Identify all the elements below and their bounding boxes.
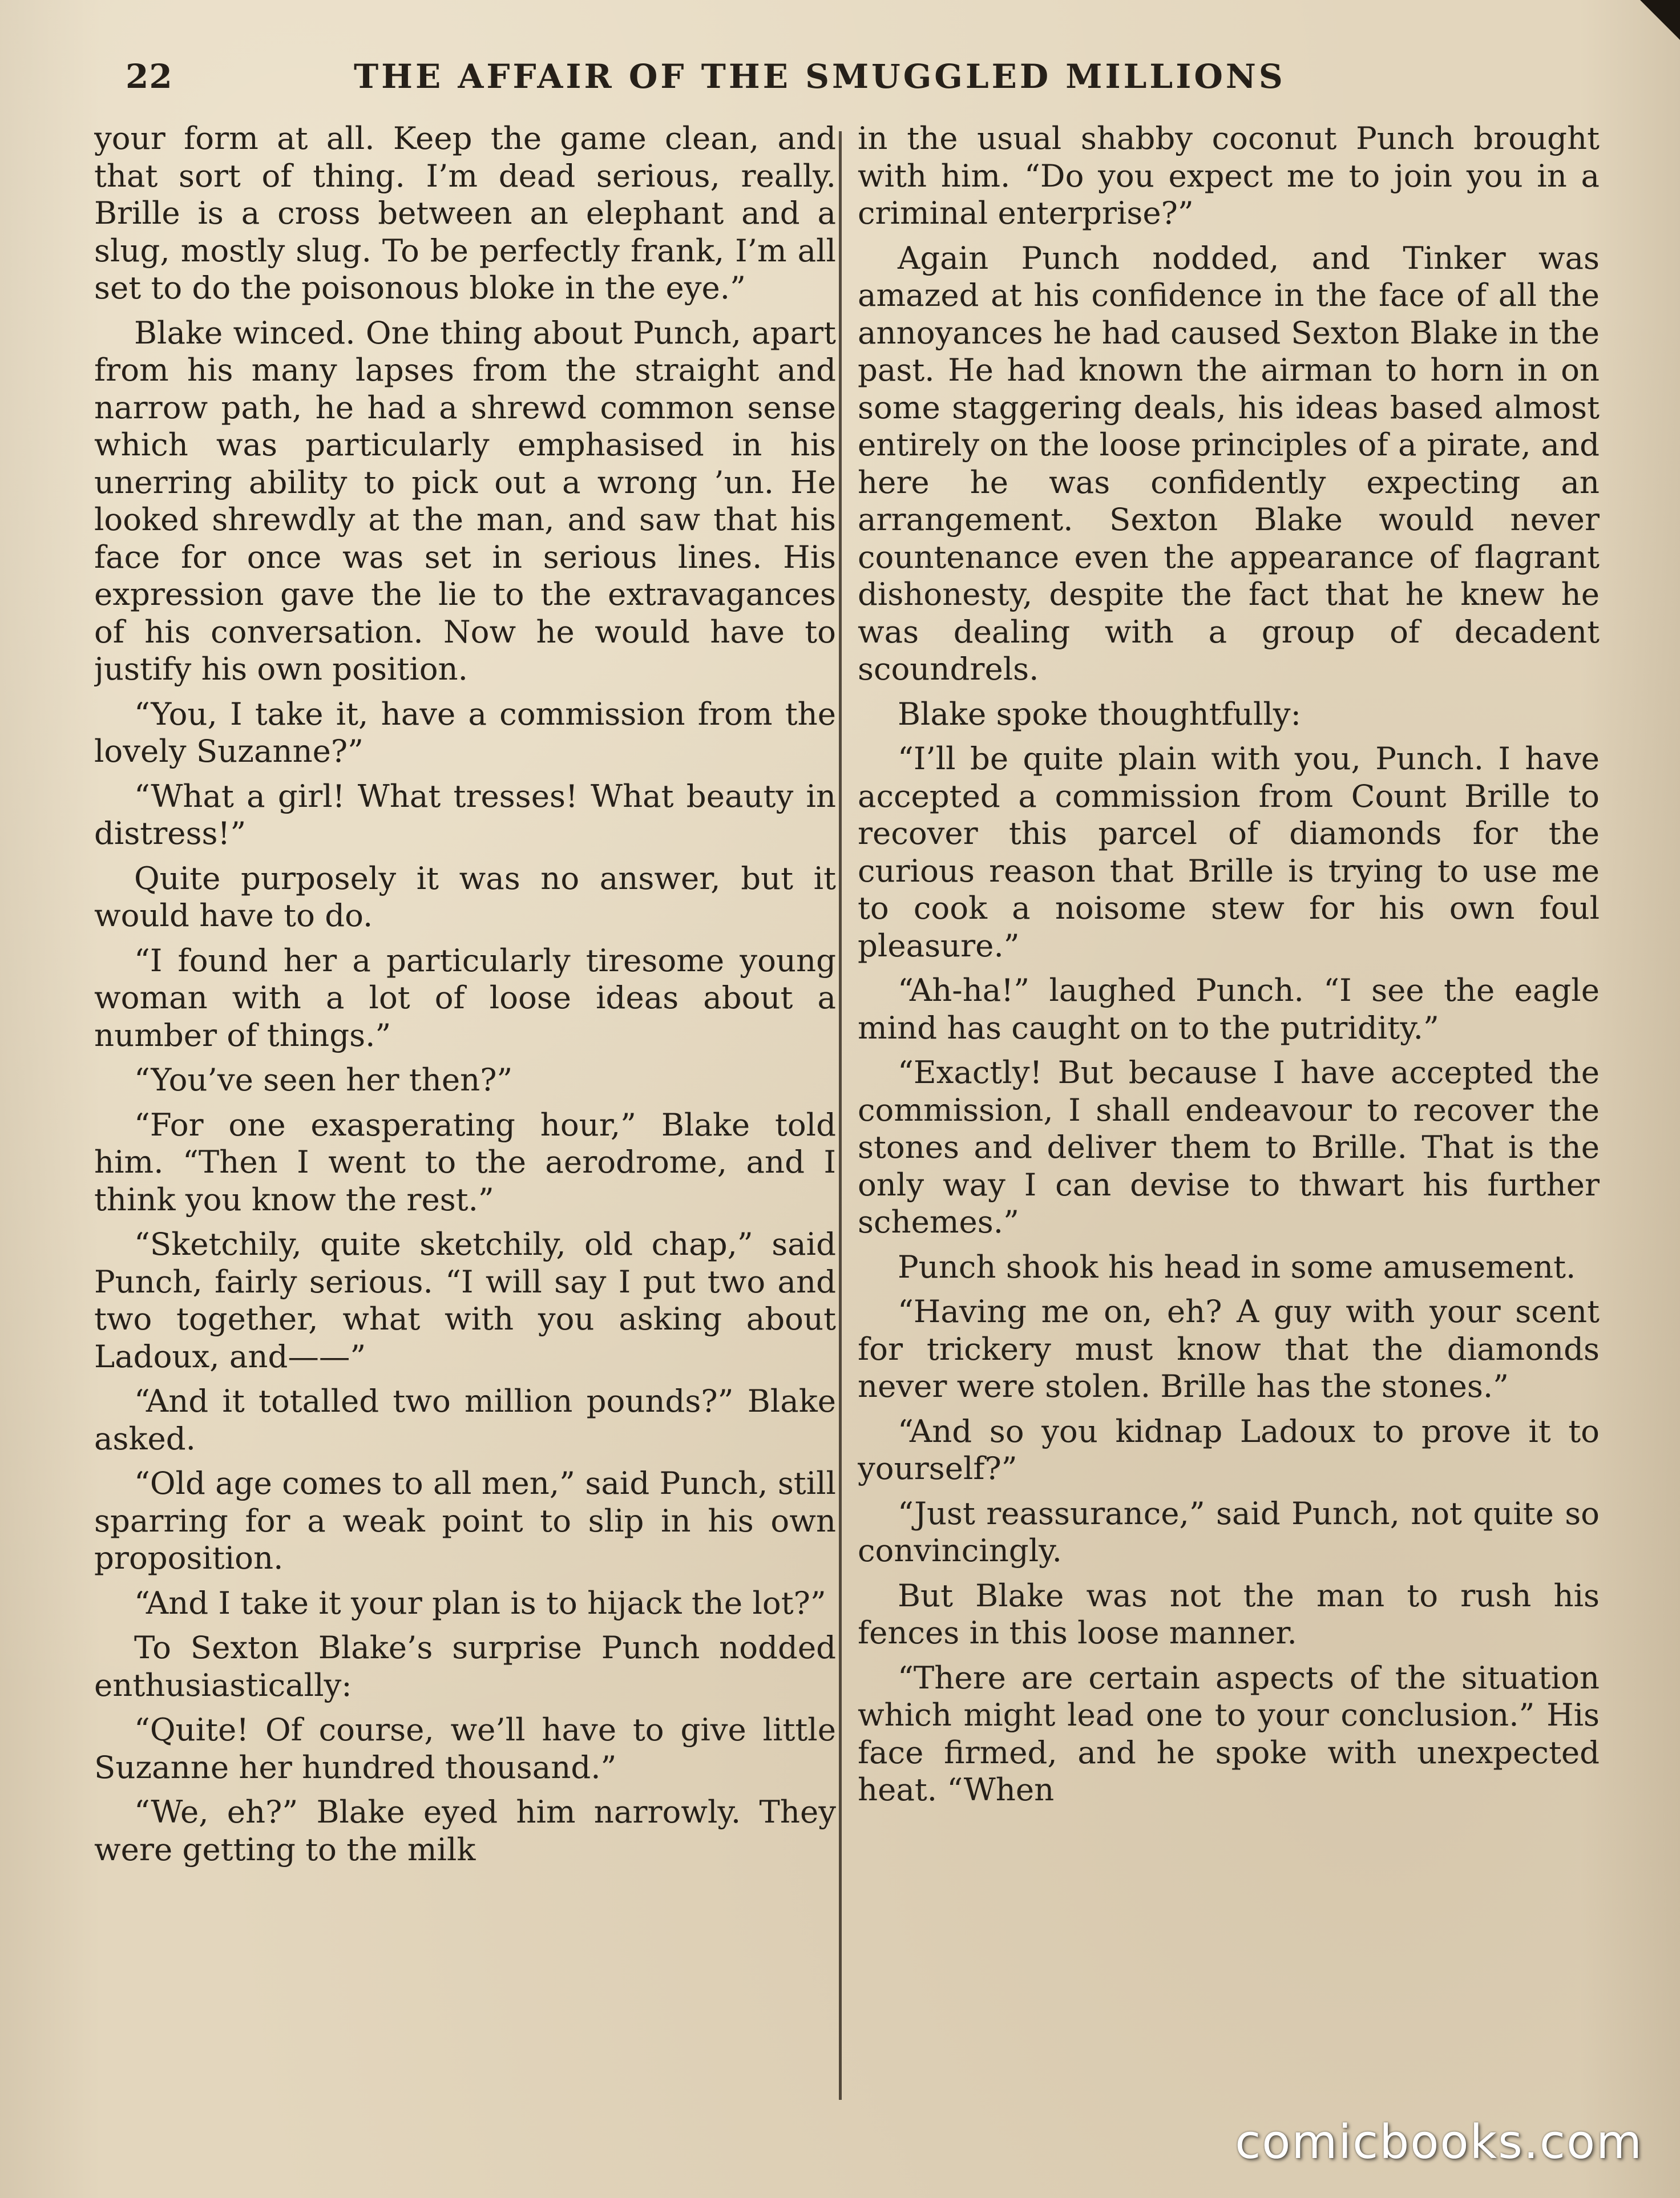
paragraph: “I found her a particularly tiresome young woman with a lot of loose ideas about a number of things.” — [94, 942, 836, 1053]
paragraph: Blake spoke thoughtfully: — [898, 695, 1301, 732]
paragraph: “And so you kidnap Ladoux to prove it to yourself?” — [858, 1412, 1600, 1486]
paragraph: your form at all. Keep the game clean, and that sort of thing. I’m dead serious, really. Brille is a cross between an elephant and a slug, mostly slug. To be perfectly frank, I’m all set to do the poisonous bloke in the eye.” — [94, 120, 836, 306]
paragraph: “I’ll be quite plain with you, Punch. I have accepted a commission from Count Brille to recover this parcel of diamonds for the curious reason that Brille is trying to use me to cook a noisome stew for his own foul pleasure.” — [858, 740, 1600, 964]
paragraph: “Having me on, eh? A guy with your scent for trickery must know that the diamonds never were stolen. Brille has the stones.” — [858, 1293, 1600, 1404]
running-title: THE AFFAIR OF THE SMUGGLED MILLIONS — [354, 57, 1286, 96]
paragraph: “Ah-ha!” laughed Punch. “I see the eagle mind has caught on to the putridity.” — [858, 972, 1600, 1046]
column-divider — [839, 131, 842, 2100]
paragraph: “Sketchily, quite sketchily, old chap,” said Punch, fairly serious. “I will say I put two and two together, what with you asking about Ladoux, and——” — [94, 1226, 836, 1375]
paragraph: To Sexton Blake’s surprise Punch nodded enthusiastically: — [94, 1629, 836, 1703]
paragraph: But Blake was not the man to rush his fences in this loose manner. — [858, 1577, 1600, 1651]
right-column — [858, 120, 1600, 2117]
paragraph: “Old age comes to all men,” said Punch, still sparring for a weak point to slip in his own proposition. — [94, 1465, 836, 1576]
paragraph: Blake winced. One thing about Punch, apart from his many lapses from the straight and narrow path, he had a shrewd common sense which was particularly emphasised in his unerring ability to pick out a wrong ’un. He looked shrewdly at the man, and saw that his face for once was set in serious lines. His expression gave the lie to the extravagances of his conversation. Now he would have to justify his own position. — [94, 314, 836, 687]
paragraph: “We, eh?” Blake eyed him narrowly. They were getting to the milk — [94, 1793, 836, 1868]
paragraph: “You, I take it, have a commission from the lovely Suzanne?” — [94, 695, 836, 769]
page-header — [91, 57, 1586, 103]
left-column — [94, 120, 836, 2117]
paragraph: Again Punch nodded, and Tinker was amazed at his confidence in the face of all the annoyances he had caused Sexton Blake in the past. He had known the airman to horn in on some staggering deals, his ideas based almost entirely on the loose principles of a pirate, and here he was confidently expecting an arrangement. Sexton Blake would never countenance even the appearance of flagrant dishonesty, despite the fact that he knew he was dealing with a group of decadent scoundrels. — [858, 239, 1600, 687]
paragraph: “And I take it your plan is to hijack the lot?” — [134, 1584, 826, 1621]
paragraph: “You’ve seen her then?” — [134, 1061, 513, 1098]
paragraph: “Quite! Of course, we’ll have to give little Suzanne her hundred thousand.” — [94, 1711, 836, 1785]
page-number: 22 — [126, 57, 173, 96]
corner-mark — [1640, 0, 1680, 40]
paragraph: “Just reassurance,” said Punch, not quite so convincingly. — [858, 1494, 1600, 1569]
paragraph: “For one exasperating hour,” Blake told him. “Then I went to the aerodrome, and I think you know the rest.” — [94, 1106, 836, 1218]
paragraph: Quite purposely it was no answer, but it would have to do. — [94, 859, 836, 934]
paragraph: “And it totalled two million pounds?” Blake asked. — [94, 1383, 836, 1457]
paragraph: in the usual shabby coconut Punch brought with him. “Do you expect me to join you in a criminal enterprise?” — [858, 120, 1600, 231]
paragraph: “Exactly! But because I have accepted the commission, I shall endeavour to recover the stones and deliver them to Brille. That is the only way I can devise to thwart his further schemes.” — [858, 1054, 1600, 1240]
paragraph: “What a girl! What tresses! What beauty in distress!” — [94, 777, 836, 851]
watermark: comicbooks.com — [1235, 2115, 1643, 2169]
paragraph: Punch shook his head in some amusement. — [898, 1248, 1576, 1285]
paragraph: “There are certain aspects of the situation which might lead one to your conclusion.” His face firmed, and he spoke with unexpected heat. “When — [858, 1659, 1600, 1808]
